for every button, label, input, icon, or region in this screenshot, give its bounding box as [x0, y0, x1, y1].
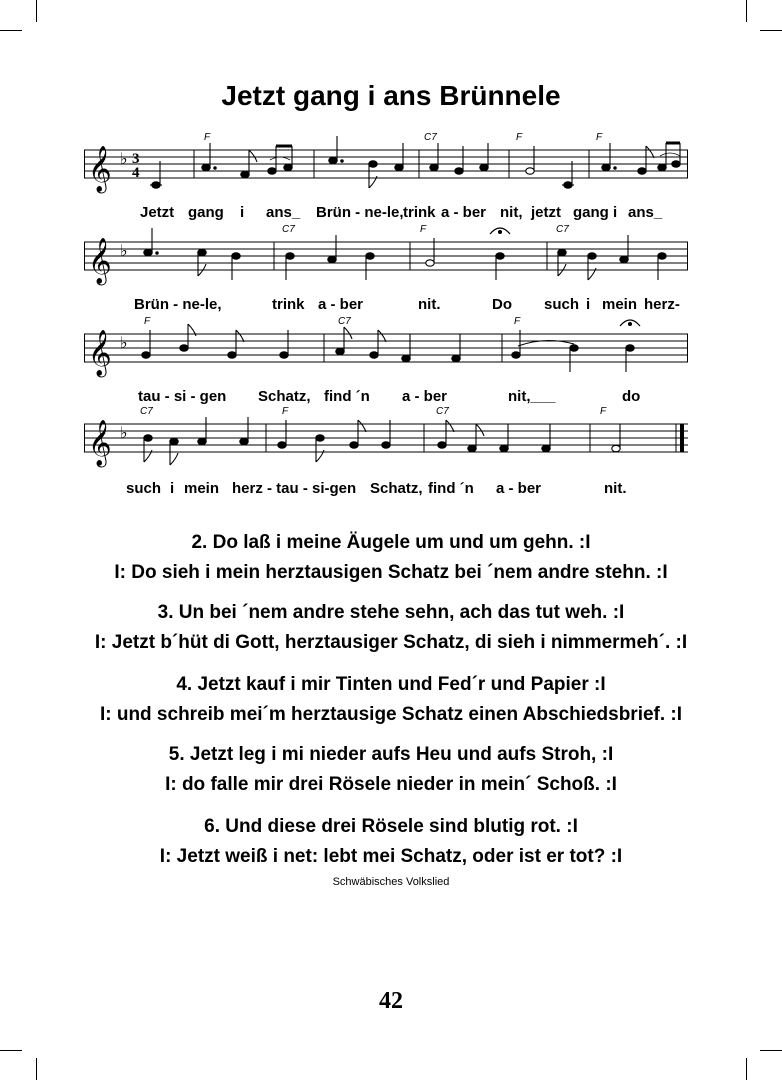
- note: [438, 442, 446, 448]
- verse-line: 5. Jetzt leg i mi nieder aufs Heu und aufs Stroh, :I: [168, 744, 614, 765]
- note: [382, 442, 390, 448]
- verse-line: I: Jetzt weiß i net: lebt mei Schatz, oder ist er tot? :I: [159, 846, 623, 867]
- note: [638, 168, 646, 174]
- lyric: such: [126, 480, 162, 497]
- chord-symbol: C7: [140, 406, 153, 417]
- note: [369, 161, 377, 167]
- lyric: Do: [492, 296, 512, 313]
- crop-mark: [760, 30, 782, 31]
- note: [336, 348, 344, 354]
- note: [198, 438, 206, 444]
- note: [366, 253, 374, 259]
- note: [672, 161, 680, 167]
- note: [426, 260, 434, 266]
- note: [500, 445, 508, 451]
- flat-icon: ♭: [120, 149, 128, 168]
- treble-clef-icon: 𝄞: [88, 238, 112, 284]
- crop-mark: [36, 0, 37, 22]
- lyric: jetzt: [531, 204, 561, 221]
- time-signature-bottom: 4: [132, 165, 140, 181]
- lyric: a - ber: [402, 388, 448, 405]
- verse-6: [0, 812, 782, 872]
- note: [402, 355, 410, 361]
- staff: [84, 222, 688, 292]
- note: [658, 253, 666, 259]
- lyric: herz-: [644, 296, 680, 313]
- note: [328, 256, 336, 262]
- lyric: nit.: [604, 480, 627, 497]
- lyric: trink: [403, 204, 436, 221]
- crop-mark: [0, 30, 22, 31]
- note: [144, 435, 152, 441]
- lyric: i: [240, 204, 245, 221]
- note: [658, 164, 666, 170]
- verse-line: I: Do sieh i mein herztausigen Schatz bei ´nem andre stehn. :I: [114, 562, 668, 583]
- chord-symbol: F: [282, 406, 289, 417]
- lyric: nit,___: [508, 388, 556, 405]
- verse-line: 3. Un bei ´nem andre stehe sehn, ach das tut weh. :I: [157, 602, 625, 623]
- note: [588, 253, 596, 259]
- lyric: ans_: [628, 204, 663, 221]
- note: [430, 164, 438, 170]
- verse-5: [0, 740, 782, 800]
- note: [232, 253, 240, 259]
- note: [455, 168, 463, 174]
- lyric: i: [613, 204, 618, 221]
- note: [240, 438, 248, 444]
- lyric: Brün - ne-le,: [316, 204, 404, 221]
- verse-line: 6. Und diese drei Rösele sind blutig rot. :I: [204, 816, 578, 837]
- crop-mark: [36, 1058, 37, 1080]
- verse-line: I: do falle mir drei Rösele nieder in mein´ Schoß. :I: [165, 774, 617, 795]
- note: [280, 352, 288, 358]
- chord-symbol: F: [514, 316, 521, 327]
- verse-line: I: Jetzt b´hüt di Gott, herztausiger Schatz, di sieh i nimmermeh´. :I: [94, 632, 688, 653]
- chord-symbol: F: [144, 316, 151, 327]
- note: [558, 249, 566, 255]
- crop-mark: [746, 0, 747, 22]
- lyric: nit.: [418, 296, 441, 313]
- note: [370, 352, 378, 358]
- lyric: mein: [184, 480, 220, 497]
- crop-mark: [0, 1050, 22, 1051]
- treble-clef-icon: 𝄞: [88, 146, 112, 192]
- note: [144, 249, 152, 255]
- note: [602, 164, 610, 170]
- lyric: tau - si - gen: [138, 388, 227, 405]
- verse-3: [0, 598, 782, 658]
- note: [202, 164, 210, 170]
- lyric: a - ber: [318, 296, 364, 313]
- lyric: nit,: [500, 204, 523, 221]
- lyric: herz - tau - si-gen: [232, 480, 357, 497]
- lyric: a - ber: [496, 480, 542, 497]
- note: [228, 352, 236, 358]
- chord-symbol: F: [596, 132, 603, 143]
- note: [316, 435, 324, 441]
- verse-line: 4. Jetzt kauf i mir Tinten und Fed´r und Papier :I: [176, 674, 606, 695]
- lyric: Schatz,: [258, 388, 311, 405]
- note: [468, 445, 476, 451]
- lyric: Jetzt: [140, 204, 175, 221]
- lyric: i: [586, 296, 591, 313]
- note: [480, 164, 488, 170]
- verse-line: 2. Do laß i meine Äugele um und um gehn. :I: [191, 532, 591, 553]
- lyric: Brün - ne-le,: [134, 296, 222, 313]
- note: [268, 168, 276, 174]
- note: [350, 442, 358, 448]
- note: [620, 256, 628, 262]
- note: [198, 249, 206, 255]
- note: [170, 438, 178, 444]
- crop-mark: [746, 1058, 747, 1080]
- chord-symbol: F: [516, 132, 523, 143]
- song-title: Jetzt gang i ans Brünnele: [221, 80, 561, 111]
- treble-clef-icon: 𝄞: [88, 420, 112, 466]
- note: [626, 345, 634, 351]
- lyric: such: [544, 296, 580, 313]
- note: [526, 168, 534, 174]
- note: [512, 352, 520, 358]
- note: [142, 352, 150, 358]
- chord-symbol: F: [600, 406, 607, 417]
- lyric: trink: [272, 296, 305, 313]
- chord-symbol: C7: [338, 316, 351, 327]
- note: [452, 355, 460, 361]
- note: [496, 253, 504, 259]
- verse-4: [0, 670, 782, 730]
- lyric: gang: [573, 204, 609, 221]
- staff: [84, 130, 688, 200]
- note: [180, 345, 188, 351]
- note: [612, 445, 620, 451]
- source-credit: Schwäbisches Volkslied: [332, 876, 450, 888]
- page-number: 42: [379, 988, 403, 1014]
- chord-symbol: F: [420, 224, 427, 235]
- note: [286, 253, 294, 259]
- flat-icon: ♭: [120, 333, 128, 352]
- lyric: find ´n: [428, 480, 474, 497]
- chord-symbol: F: [204, 132, 211, 143]
- lyric: a - ber: [441, 204, 487, 221]
- lyric: find ´n: [324, 388, 370, 405]
- staff: [84, 314, 688, 384]
- note: [542, 445, 550, 451]
- lyric: Schatz,: [370, 480, 423, 497]
- verse-line: I: und schreib mei´m herztausige Schatz einen Abschiedsbrief. :I: [99, 704, 683, 725]
- lyric: do: [622, 388, 641, 405]
- chord-symbol: C7: [436, 406, 449, 417]
- chord-symbol: C7: [282, 224, 295, 235]
- lyric: gang: [188, 204, 224, 221]
- note: [570, 345, 578, 351]
- note: [329, 157, 337, 163]
- flat-icon: ♭: [120, 241, 128, 260]
- lyric: mein: [602, 296, 638, 313]
- staff: [84, 404, 688, 474]
- chord-symbol: C7: [556, 224, 569, 235]
- lyric: ans_: [266, 204, 301, 221]
- note: [395, 164, 403, 170]
- chord-symbol: C7: [424, 132, 437, 143]
- note: [278, 442, 286, 448]
- note: [241, 171, 249, 177]
- flat-icon: ♭: [120, 423, 128, 442]
- treble-clef-icon: 𝄞: [88, 330, 112, 376]
- note: [284, 164, 292, 170]
- time-signature-top: 3: [132, 151, 140, 167]
- lyric: i: [170, 480, 175, 497]
- crop-mark: [760, 1050, 782, 1051]
- verse-2: [0, 528, 782, 588]
